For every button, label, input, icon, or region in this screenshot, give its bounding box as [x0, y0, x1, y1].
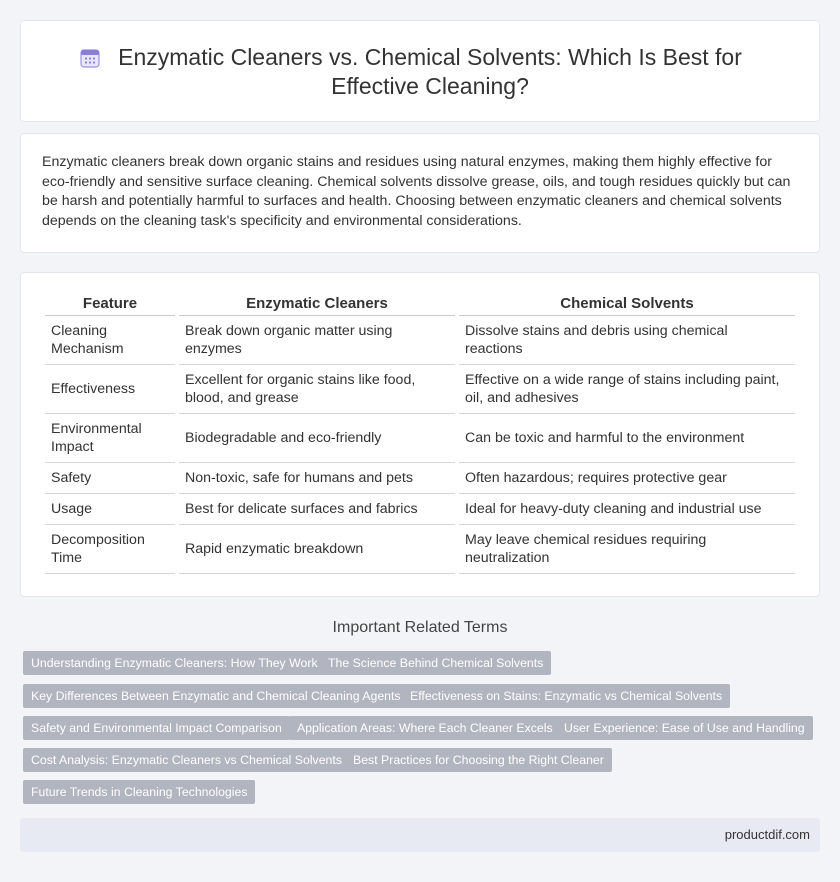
intro-paragraph: Enzymatic cleaners break down organic stains and residues using natural enzymes, making them highly effective for eco-friendly and sensitive surface cleaning. Chemical solvents dissolve grease, oils, and tough residues quickly but can be harsh and potentially harmful to surfaces and health. Choosing between enzymatic cleaners and chemical solvents depends on the cleaning task's specificity and environmental considerations.	[42, 154, 791, 229]
table-row	[45, 494, 795, 525]
table-cell: Ideal for heavy-duty cleaning and industrial use	[459, 494, 795, 525]
header-card	[20, 20, 820, 122]
page-title: Enzymatic Cleaners vs. Chemical Solvents: Which Is Best for Effective Cleaning?	[118, 44, 742, 99]
related-term-tag[interactable]: Application Areas: Where Each Cleaner Excels	[289, 716, 561, 740]
table-cell: Environmental Impact	[45, 414, 175, 463]
table-cell: Excellent for organic stains like food, blood, and grease	[179, 365, 455, 414]
page-title-wrap	[21, 43, 819, 101]
table-cell: Usage	[45, 494, 175, 525]
table-cell: Can be toxic and harmful to the environment	[459, 414, 795, 463]
table-cell: May leave chemical residues requiring neutralization	[459, 525, 795, 574]
table-row	[45, 525, 795, 574]
table-cell: Effectiveness	[45, 365, 175, 414]
table-row	[45, 414, 795, 463]
table-row	[45, 463, 795, 494]
table-cell: Biodegradable and eco-friendly	[179, 414, 455, 463]
related-term-tag[interactable]: Future Trends in Cleaning Technologies	[23, 780, 255, 804]
footer-site[interactable]: productdif.com	[724, 827, 810, 842]
header-enzymatic: Enzymatic Cleaners	[179, 295, 455, 316]
table-row	[45, 365, 795, 414]
related-term-tag[interactable]: Cost Analysis: Enzymatic Cleaners vs Chemical Solvents	[23, 748, 350, 772]
table-cell: Often hazardous; requires protective gear	[459, 463, 795, 494]
related-term-tag[interactable]: Key Differences Between Enzymatic and Chemical Cleaning Agents	[23, 684, 409, 708]
table-header-row	[45, 295, 795, 316]
header-feature: Feature	[45, 295, 175, 316]
table-cell: Break down organic matter using enzymes	[179, 316, 455, 365]
related-term-tag[interactable]: User Experience: Ease of Use and Handling	[556, 716, 813, 740]
related-term-tag[interactable]: Safety and Environmental Impact Comparison	[23, 716, 290, 740]
related-term-tag[interactable]: Effectiveness on Stains: Enzymatic vs Chemical Solvents	[402, 684, 730, 708]
table-cell: Rapid enzymatic breakdown	[179, 525, 455, 574]
table-row	[45, 316, 795, 365]
comparison-table	[41, 295, 799, 574]
comparison-card	[20, 272, 820, 597]
related-term-tag[interactable]: Understanding Enzymatic Cleaners: How They Work	[23, 651, 326, 675]
table-cell: Effective on a wide range of stains including paint, oil, and adhesives	[459, 365, 795, 414]
table-cell: Decomposition Time	[45, 525, 175, 574]
table-cell: Cleaning Mechanism	[45, 316, 175, 365]
calendar-icon	[79, 47, 101, 69]
header-chemical: Chemical Solvents	[459, 295, 795, 316]
related-terms-title: Important Related Terms	[332, 619, 508, 636]
intro-card	[20, 133, 820, 253]
table-cell: Safety	[45, 463, 175, 494]
related-term-tag[interactable]: Best Practices for Choosing the Right Cleaner	[345, 748, 612, 772]
table-cell: Non-toxic, safe for humans and pets	[179, 463, 455, 494]
footer	[20, 818, 820, 852]
table-cell: Best for delicate surfaces and fabrics	[179, 494, 455, 525]
table-cell: Dissolve stains and debris using chemical reactions	[459, 316, 795, 365]
related-term-tag[interactable]: The Science Behind Chemical Solvents	[320, 651, 551, 675]
